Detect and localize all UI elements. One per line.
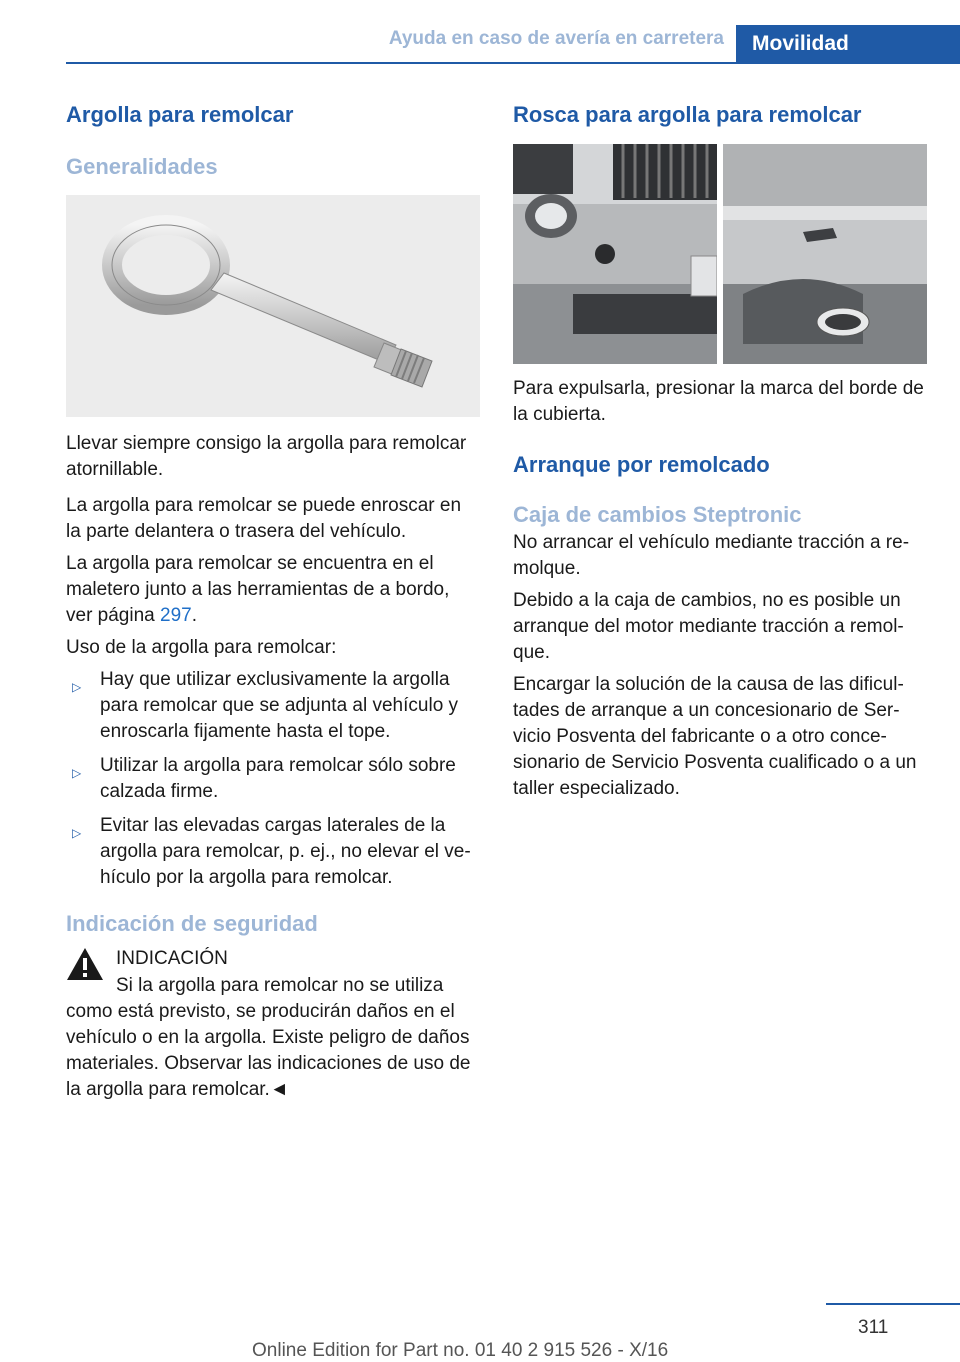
- bumper-photo-illustration: [513, 144, 927, 364]
- section-title-thread: Rosca para argolla para remolcar: [513, 102, 862, 127]
- triangle-bullet-icon: ▷: [72, 826, 82, 840]
- section-title-tow-start: Arranque por remolcado: [513, 452, 770, 477]
- page-link-297[interactable]: 297: [160, 605, 192, 626]
- para-not-possible: Debido a la caja de cambios, no es posible un arranque del motor mediante tracción a remol-que.: [513, 590, 904, 663]
- header-section-title: Ayuda en caso de avería en carretera: [388, 28, 724, 49]
- tow-eye-figure: [66, 195, 480, 417]
- subsection-steptronic: Caja de cambios Steptronic: [513, 502, 802, 527]
- section-title-tow-eye: Argolla para remolcar: [66, 102, 294, 127]
- right-column: [513, 100, 927, 802]
- footer-edition: Online Edition for Part no. 01 40 2 915 526 - X/16: [252, 1340, 669, 1361]
- para-location-text: La argolla para remolcar se encuentra en el maletero junto a las herramientas de a bordo, ver página: [66, 553, 450, 626]
- warning-triangle-icon: [66, 947, 104, 981]
- usage-list: [66, 667, 480, 891]
- left-column: [66, 100, 480, 1103]
- page-number: 311: [858, 1317, 889, 1338]
- list-item: ▷ Hay que utilizar exclusivamente la argolla para remolcar que se adjunta al vehículo y enroscarla fijamente hasta el tope.: [72, 669, 459, 742]
- footer-rule: [826, 1303, 960, 1305]
- triangle-bullet-icon: ▷: [72, 766, 82, 780]
- tow-eye-illustration: [66, 195, 480, 417]
- warning-text: Si la argolla para remolcar no se utiliza como está previsto, se producirán daños en el vehículo o en la argolla. Existe peligro de daños materiales. Observar las indicaciones de uso de la argolla para remolcar.◄: [66, 975, 471, 1100]
- header-rule: [66, 62, 960, 64]
- header-chapter-tab: Movilidad: [736, 25, 960, 62]
- para-carry-tow-eye: Llevar siempre consigo la argolla para remolcar atornillable.: [66, 433, 467, 480]
- para-usage-intro: Uso de la argolla para remolcar:: [66, 637, 337, 658]
- warning-label: INDICACIÓN: [116, 948, 228, 969]
- para-no-tow-start: No arrancar el vehículo mediante tracción a re-molque.: [513, 532, 910, 579]
- triangle-bullet-icon: ▷: [72, 680, 82, 694]
- para-location: [66, 551, 480, 629]
- subsection-safety: Indicación de seguridad: [66, 911, 318, 936]
- para-front-rear: La argolla para remolcar se puede enroscar en la parte delantera o trasera del vehículo.: [66, 495, 462, 542]
- para-service: Encargar la solución de la causa de las dificul-tades de arranque a un concesionario de Ser-vicio Posventa del fabricante o a otro conce-sionario de Servicio Posventa cualificado o a un taller especializado.: [513, 674, 917, 799]
- para-location-end: .: [191, 605, 197, 626]
- list-item: ▷ Utilizar la argolla para remolcar sólo sobre calzada firme.: [72, 755, 456, 802]
- para-eject-cover: Para expulsarla, presionar la marca del borde de la cubierta.: [513, 378, 924, 425]
- page-header: [66, 0, 960, 62]
- warning-block: [66, 945, 480, 1103]
- subsection-general: Generalidades: [66, 154, 218, 179]
- list-item: ▷ Evitar las elevadas cargas laterales de la argolla para remolcar, p. ej., no elevar el ve-hículo por la argolla para remolcar.: [72, 815, 471, 888]
- bumper-figure: [513, 144, 927, 364]
